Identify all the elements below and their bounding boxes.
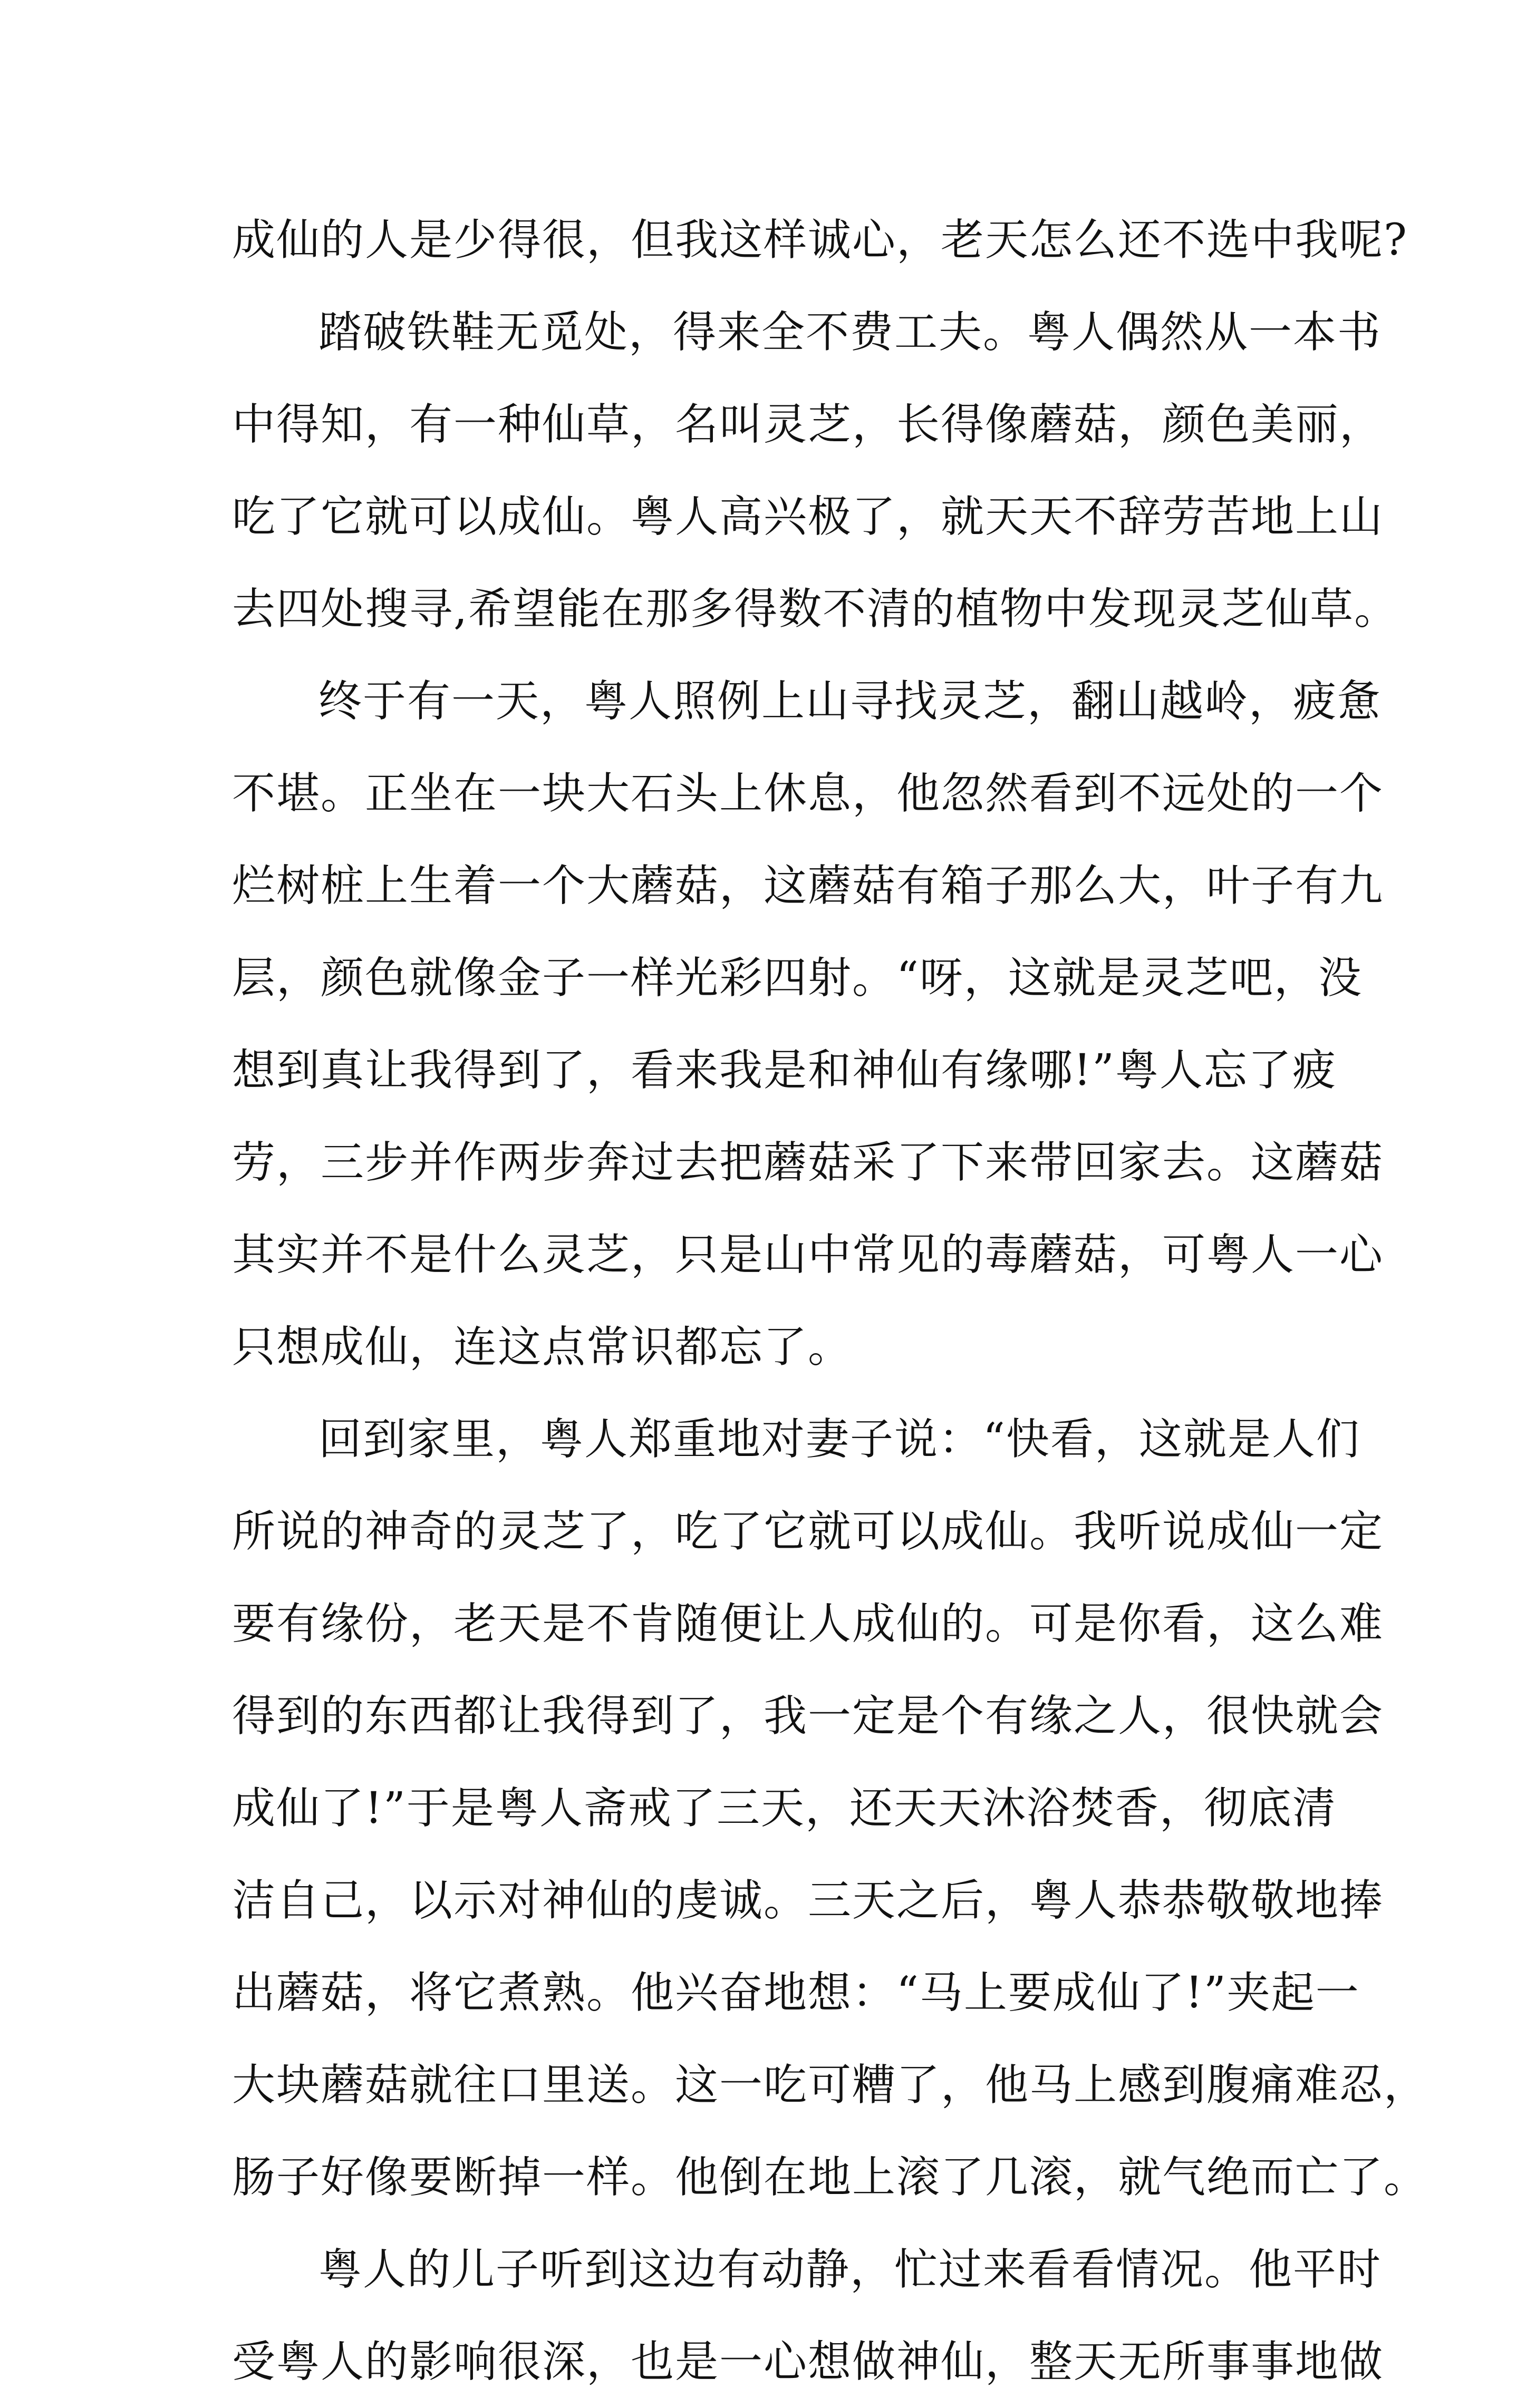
paragraph-last-line: 只想成仙，连这点常识都忘了。 — [232, 1322, 853, 1372]
text-line: 吃了它就可以成仙。粤人高兴极了，就天天不辞劳苦地上山 — [232, 492, 1384, 542]
text-line: 洁自己，以示对神仙的虔诚。三天之后，粤人恭恭敬敬地捧 — [232, 1876, 1384, 1926]
text-line: 层，颜色就像金子一样光彩四射。“呀，这就是灵芝吧，没 — [232, 953, 1363, 1003]
text-line: 不堪。正坐在一块大石头上休息，他忽然看到不远处的一个 — [232, 769, 1384, 819]
text-line: 劳，三步并作两步奔过去把蘑菇采了下来带回家去。这蘑菇 — [232, 1138, 1384, 1188]
text-line: 去四处搜寻,希望能在那多得数不清的植物中发现灵芝仙草。 — [232, 584, 1399, 634]
text-line: 得到的东西都让我得到了，我一定是个有缘之人，很快就会 — [232, 1691, 1384, 1741]
paragraph-first-line: 踏破铁鞋无觅处，得来全不费工夫。粤人偶然从一本书 — [318, 307, 1382, 357]
body-text — [232, 194, 1428, 2408]
text-line: 其实并不是什么灵芝，只是山中常见的毒蘑菇，可粤人一心 — [232, 1230, 1384, 1280]
text-line: 受粤人的影响很深，也是一心想做神仙，整天无所事事地做 — [232, 2337, 1384, 2387]
paragraph-first-line: 终于有一天，粤人照例上山寻找灵芝，翻山越岭，疲惫 — [318, 676, 1382, 726]
paragraph-first-line: 粤人的儿子听到这边有动静，忙过来看看情况。他平时 — [318, 2245, 1382, 2295]
text-line: 出蘑菇，将它煮熟。他兴奋地想：“马上要成仙了!”夹起一 — [232, 1968, 1360, 2018]
text-line: 所说的神奇的灵芝了，吃了它就可以成仙。我听说成仙一定 — [232, 1507, 1384, 1557]
text-line: 想到真让我得到了，看来我是和神仙有缘哪!”粤人忘了疲 — [232, 1045, 1337, 1095]
text-line: 成仙的人是少得很，但我这样诚心，老天怎么还不选中我呢? — [232, 215, 1408, 265]
text-line: 肠子好像要断掉一样。他倒在地上滚了几滚，就气绝而亡了。 — [232, 2152, 1428, 2202]
text-line: 中得知，有一种仙草，名叫灵芝，长得像蘑菇，颜色美丽， — [232, 400, 1384, 450]
text-line: 大块蘑菇就往口里送。这一吃可糟了，他马上感到腹痛难忍， — [232, 2060, 1428, 2110]
text-line: 成仙了!”于是粤人斋戒了三天，还天天沐浴焚香，彻底清 — [232, 1783, 1337, 1833]
text-line: 要有缘份，老天是不肯随便让人成仙的。可是你看，这么难 — [232, 1599, 1384, 1649]
text-line: 烂树桩上生着一个大蘑菇，这蘑菇有箱子那么大，叶子有九 — [232, 861, 1384, 911]
paragraph-first-line: 回到家里，粤人郑重地对妻子说：“快看，这就是人们 — [318, 1414, 1360, 1464]
